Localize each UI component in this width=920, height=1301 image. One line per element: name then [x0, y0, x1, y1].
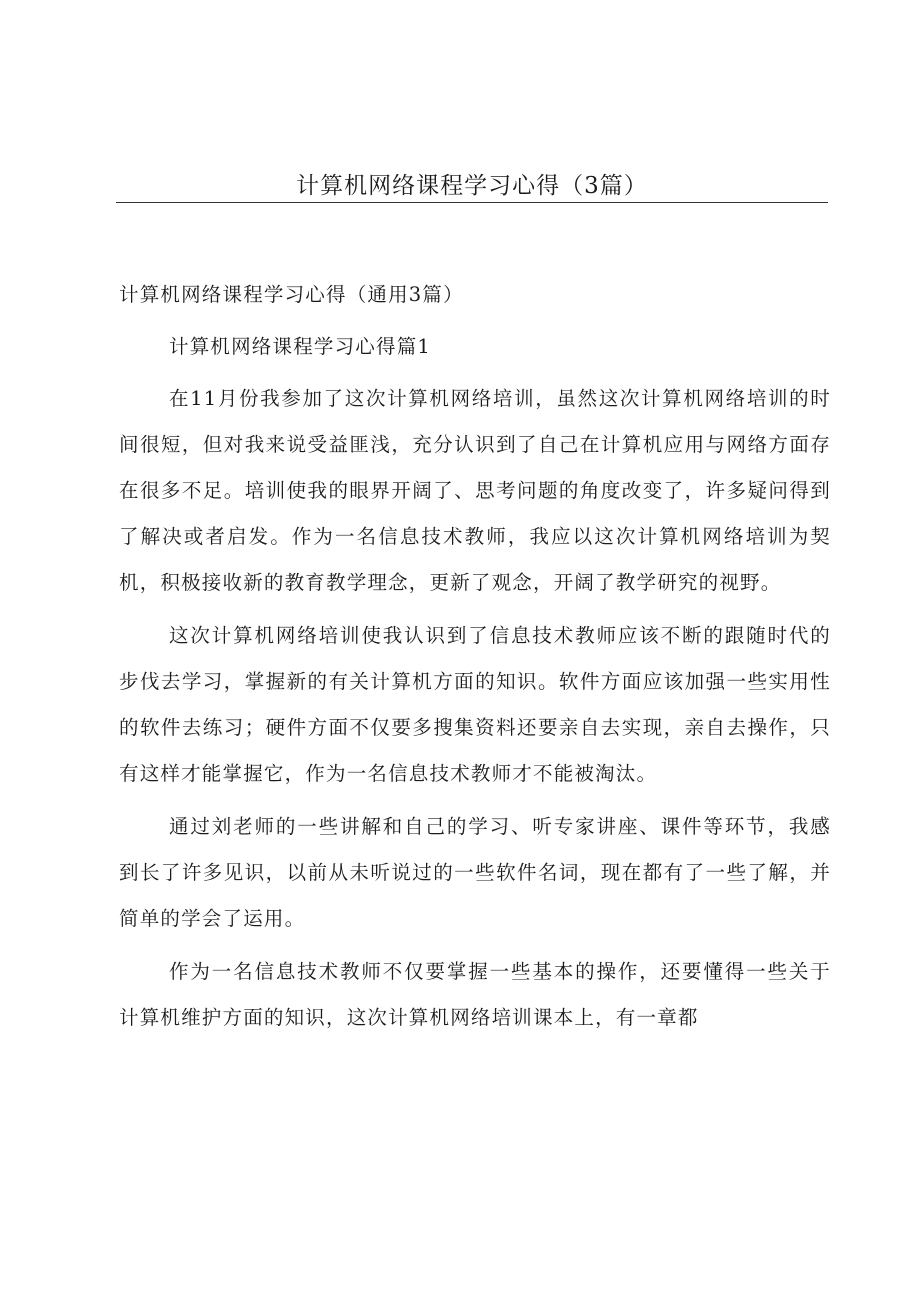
- title-divider: [116, 202, 828, 203]
- page-title: 计算机网络课程学习心得（3篇）: [296, 173, 648, 199]
- document-subtitle: 计算机网络课程学习心得（通用3篇）: [119, 283, 464, 306]
- paragraph: 在11月份我参加了这次计算机网络培训，虽然这次计算机网络培训的时间很短，但对我来说受益匪浅，充分认识到了自己在计算机应用与网络方面存在很多不足。培训使我的眼界开阔了、思考问题的角度改变了，许多疑问得到了解决或者启发。作为一名信息技术教师，我应以这次计算机网络培训为契机，积极接收新的教育教学理念，更新了观念，开阔了教学研究的视野。: [119, 387, 831, 594]
- paragraph: 通过刘老师的一些讲解和自己的学习、听专家讲座、课件等环节，我感到长了许多见识，以前从未听说过的一些软件名词，现在都有了一些了解，并简单的学会了运用。: [119, 815, 831, 930]
- paragraph: 作为一名信息技术教师不仅要掌握一些基本的操作，还要懂得一些关于计算机维护方面的知识，这次计算机网络培训课本上，有一章都: [119, 960, 831, 1029]
- document-body: [119, 272, 831, 1048]
- paragraph: 这次计算机网络培训使我认识到了信息技术教师应该不断的跟随时代的步伐去学习，掌握新的有关计算机方面的知识。软件方面应该加强一些实用性的软件去练习；硬件方面不仅要多搜集资料还要亲自去实现，亲自去操作，只有这样才能掌握它，作为一名信息技术教师才不能被淘汰。: [119, 624, 831, 785]
- section-heading: 计算机网络课程学习心得篇1: [169, 335, 432, 358]
